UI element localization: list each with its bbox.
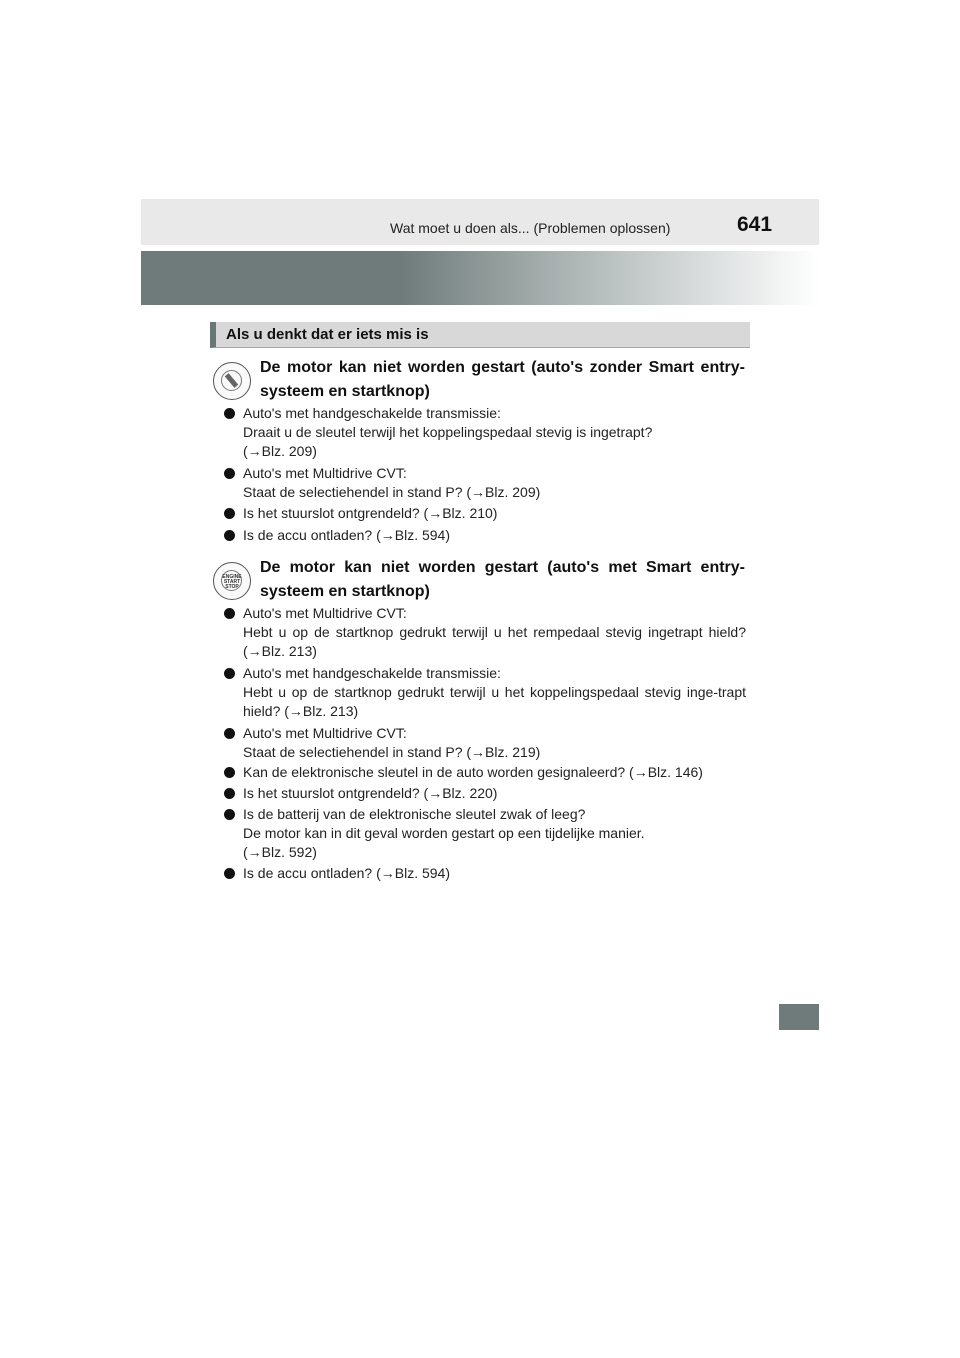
chapter-side-tab xyxy=(779,1004,819,1030)
ignition-key-icon xyxy=(213,362,251,400)
bullet-icon xyxy=(224,868,235,879)
page-number: 641 xyxy=(737,213,773,236)
section-heading-text: Als u denkt dat er iets mis is xyxy=(226,326,429,343)
bullet-icon xyxy=(224,408,235,419)
list-item: Auto's met Multidrive CVT: Hebt u op de startknop gedrukt terwijl u het rempedaal stevig ingetrapt hield? (→Blz. 213) xyxy=(224,604,746,661)
bullet-icon xyxy=(224,468,235,479)
bullet-icon xyxy=(224,728,235,739)
list-item: Is het stuurslot ontgrendeld? (→Blz. 210) xyxy=(224,504,746,523)
page-header-title: Wat moet u doen als... (Problemen oplossen) xyxy=(390,220,671,236)
list-item: Is het stuurslot ontgrendeld? (→Blz. 220) xyxy=(224,784,746,803)
list-item: Auto's met handgeschakelde transmissie: Draait u de sleutel terwijl het koppelingspedaal stevig is ingetrapt? (→Blz. 209) xyxy=(224,404,746,461)
block1-title: De motor kan niet worden gestart (auto's zonder Smart entry-systeem en startknop) xyxy=(260,359,745,400)
list-item: Auto's met handgeschakelde transmissie: Hebt u op de startknop gedrukt terwijl u het koppelingspedaal stevig inge-trapt hield? (→Blz. 213) xyxy=(224,664,746,721)
bullet-icon xyxy=(224,508,235,519)
bullet-icon xyxy=(224,608,235,619)
bullet-icon xyxy=(224,788,235,799)
bullet-icon xyxy=(224,809,235,820)
list-item: Is de accu ontladen? (→Blz. 594) xyxy=(224,526,746,545)
list-item: Is de accu ontladen? (→Blz. 594) xyxy=(224,864,746,883)
chapter-banner xyxy=(141,251,819,305)
bullet-icon xyxy=(224,767,235,778)
engine-start-stop-button-icon: ENGINE START STOP xyxy=(213,562,251,600)
bullet-icon xyxy=(224,530,235,541)
list-item: Auto's met Multidrive CVT: Staat de selectiehendel in stand P? (→Blz. 219) xyxy=(224,724,746,762)
block2-title: De motor kan niet worden gestart (auto's met Smart entry-systeem en startknop) xyxy=(260,559,745,600)
list-item: Is de batterij van de elektronische sleutel zwak of leeg? De motor kan in dit geval worden gestart op een tijdelijke manier. (→Blz. 592) xyxy=(224,805,746,862)
list-item: Kan de elektronische sleutel in de auto worden gesignaleerd? (→Blz. 146) xyxy=(224,763,746,782)
list-item: Auto's met Multidrive CVT: Staat de selectiehendel in stand P? (→Blz. 209) xyxy=(224,464,746,502)
section-heading xyxy=(210,322,750,348)
bullet-icon xyxy=(224,668,235,679)
